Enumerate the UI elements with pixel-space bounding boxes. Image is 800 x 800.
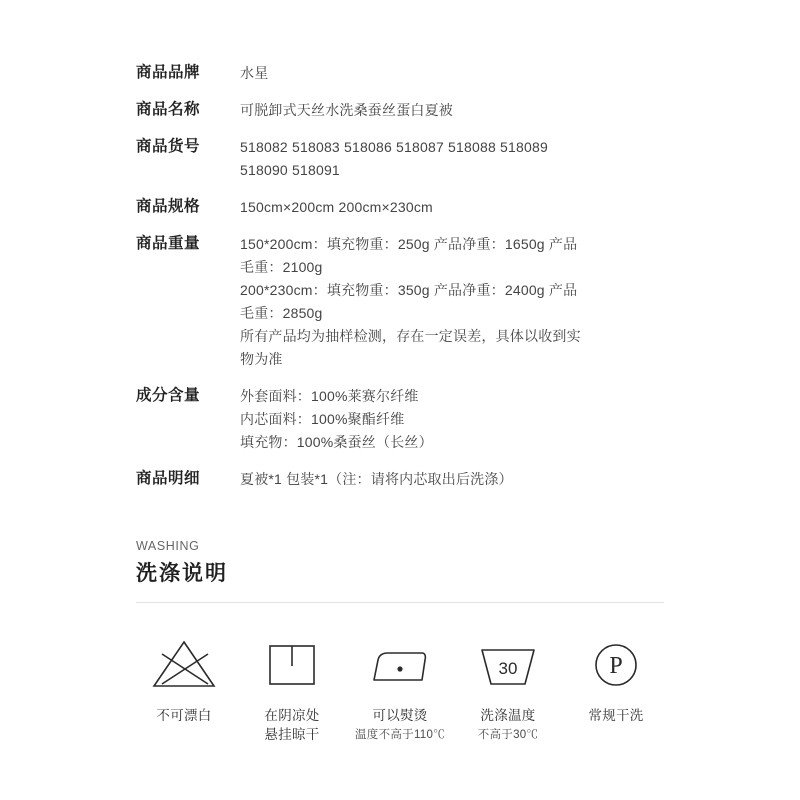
spec-value bbox=[240, 62, 666, 85]
wash-temperature-icon bbox=[472, 636, 544, 694]
spec-value-line: 518090 518091 bbox=[240, 162, 340, 178]
washing-icon-item bbox=[568, 636, 664, 725]
spec-row bbox=[136, 233, 666, 371]
spec-label: 商品明细 bbox=[136, 470, 201, 487]
spec-label: 商品货号 bbox=[136, 138, 201, 155]
spec-value-line: 填充物：100%桑蚕丝（长丝） bbox=[240, 434, 433, 450]
spec-value-line: 可脱卸式天丝水洗桑蚕丝蛋白夏被 bbox=[240, 102, 453, 118]
washing-icon-caption-line1: 在阴凉处 bbox=[264, 708, 320, 723]
washing-icon-caption bbox=[588, 706, 643, 725]
section-divider bbox=[136, 602, 664, 603]
spec-value-line: 外套面料：100%莱赛尔纤维 bbox=[240, 388, 419, 404]
spec-value bbox=[240, 196, 666, 219]
washing-icons-row bbox=[136, 636, 664, 744]
spec-label: 成分含量 bbox=[136, 387, 201, 404]
spec-label: 商品重量 bbox=[136, 235, 201, 252]
spec-value-line: 内芯面料：100%聚酯纤维 bbox=[240, 411, 405, 427]
spec-value-line: 夏被*1 包装*1（注：请将内芯取出后洗涤） bbox=[240, 471, 513, 487]
spec-value-line: 所有产品均为抽样检测，存在一定误差，具体以收到实 bbox=[240, 328, 581, 344]
washing-icon-caption bbox=[478, 706, 539, 744]
spec-row bbox=[136, 62, 666, 85]
spec-value-line: 物为准 bbox=[240, 351, 283, 367]
dry-in-shade-icon bbox=[256, 636, 328, 694]
spec-value bbox=[240, 385, 666, 454]
spec-value-line: 150cm×200cm 200cm×230cm bbox=[240, 199, 433, 215]
washing-icon-item bbox=[352, 636, 448, 744]
iron-icon bbox=[364, 636, 436, 694]
washing-icon-caption-line2: 悬挂晾干 bbox=[264, 727, 320, 742]
spec-value bbox=[240, 99, 666, 122]
washing-icon-caption-line1: 洗涤温度 bbox=[480, 708, 536, 723]
washing-icon-caption bbox=[264, 706, 319, 744]
spec-value bbox=[240, 136, 666, 182]
dry-clean-icon bbox=[580, 636, 652, 694]
spec-row bbox=[136, 196, 666, 219]
spec-row bbox=[136, 99, 666, 122]
spec-value-line: 水星 bbox=[240, 65, 269, 81]
washing-icon-item bbox=[244, 636, 340, 744]
washing-heading-en: WASHING bbox=[136, 539, 200, 553]
washing-icon-caption-line2: 温度不高于110℃ bbox=[354, 729, 446, 741]
washing-icon-caption-line2: 不高于30℃ bbox=[477, 729, 539, 741]
spec-value-line: 毛重：2850g bbox=[240, 305, 323, 321]
spec-row bbox=[136, 136, 666, 182]
svg-text:P: P bbox=[609, 653, 623, 679]
washing-icon-caption-line1: 可以熨烫 bbox=[372, 708, 428, 723]
spec-value-line: 200*230cm：填充物重：350g 产品净重：2400g 产品 bbox=[240, 282, 578, 298]
spec-value-line: 518082 518083 518086 518087 518088 518089 bbox=[240, 139, 548, 155]
washing-icon-caption bbox=[355, 706, 445, 744]
spec-row bbox=[136, 385, 666, 454]
spec-table bbox=[136, 62, 666, 505]
washing-icon-item bbox=[460, 636, 556, 744]
no-bleach-icon bbox=[148, 636, 220, 694]
spec-row bbox=[136, 468, 666, 491]
washing-icon-item bbox=[136, 636, 232, 725]
washing-heading bbox=[136, 538, 664, 588]
washing-heading-cn: 洗涤说明 bbox=[136, 562, 228, 585]
spec-label: 商品规格 bbox=[136, 198, 201, 215]
spec-value bbox=[240, 468, 666, 491]
washing-icon-caption-line1: 不可漂白 bbox=[156, 708, 212, 723]
svg-text:30: 30 bbox=[498, 659, 518, 678]
washing-icon-caption bbox=[156, 706, 211, 725]
spec-value-line: 150*200cm：填充物重：250g 产品净重：1650g 产品 bbox=[240, 236, 578, 252]
spec-label: 商品品牌 bbox=[136, 64, 201, 81]
spec-value bbox=[240, 233, 666, 371]
spec-value-line: 毛重：2100g bbox=[240, 259, 323, 275]
spec-label: 商品名称 bbox=[136, 101, 201, 118]
washing-icon-caption-line1: 常规干洗 bbox=[588, 708, 644, 723]
